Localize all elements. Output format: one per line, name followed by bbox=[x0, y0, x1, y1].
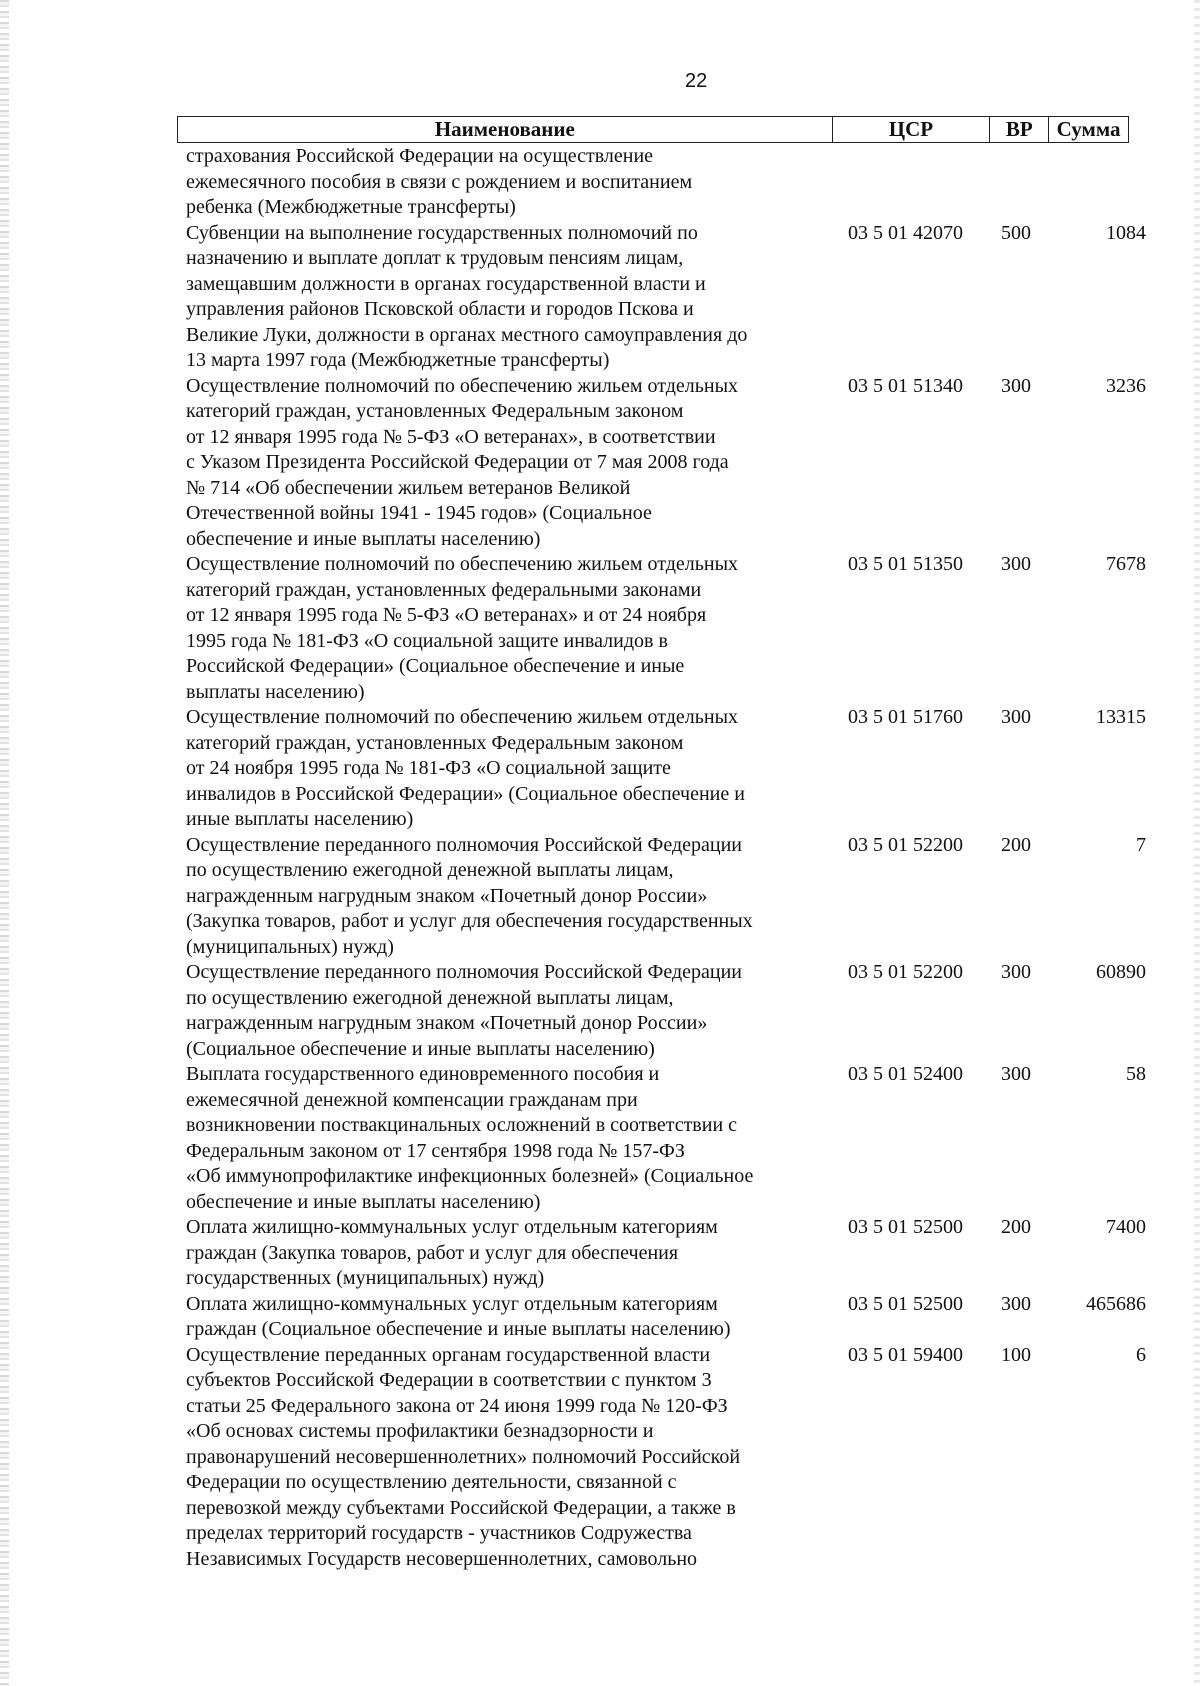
row-csr bbox=[846, 144, 1001, 221]
row-name: страхования Российской Федерации на осуществление ежемесячного пособия в связи с рождением и воспитанием ребенка (Межбюджетные трансферты) bbox=[186, 145, 693, 218]
row-csr: 03 5 01 59400 bbox=[848, 1343, 963, 1366]
row-sum: 3236 bbox=[1106, 374, 1146, 397]
row-sum: 7 bbox=[1136, 833, 1146, 856]
page-number: 22 bbox=[685, 70, 708, 92]
row-name: Осуществление переданных органам государственной власти субъектов Российской Федерации в соответствии с пунктом 3 статьи 25 Федерального закона от 24 июня 1999 года № 120-ФЗ «Об основах системы профилактики безнадзорности и правонарушений несовершеннолетних» полномочий Российской Федерации по осуществлению деятельности, связанной с перевозкой между субъектами Российской Федерации, а также в пределах территорий государств - участников Содружества Независимых Государств несовершеннолетних, самовольно bbox=[186, 1343, 741, 1570]
row-csr: 03 5 01 51350 bbox=[848, 553, 963, 575]
table-row bbox=[186, 1343, 1146, 1573]
row-name: Осуществление полномочий по обеспечению жильем отдельных категорий граждан, установленных Федеральным законом от 24 ноября 1995 года № 181-ФЗ «О социальной защите инвалидов в Российской Федерации» (Социальное обеспечение и иные выплаты населению) bbox=[186, 706, 745, 830]
row-name: Осуществление переданного полномочия Российской Федерации по осуществлению ежегодной денежной выплаты лицам, награжденным нагрудным знаком «Почетный донор России» (Социальное обеспечение и иные выплаты населению) bbox=[186, 961, 742, 1060]
table-row bbox=[186, 833, 1146, 961]
header-vr: ВР bbox=[990, 117, 1049, 142]
row-name: Осуществление полномочий по обеспечению жильем отдельных категорий граждан, установленных Федеральным законом от 12 января 1995 года № 5-ФЗ «О ветеранах», в соответствии с Указом Президента Российской Федерации от 7 мая 2008 года № 714 «Об обеспечении жильем ветеранов Великой Отечественной войны 1941 - 1945 годов» (Социальное обеспечение и иные выплаты населению) bbox=[186, 374, 739, 550]
row-vr: 300 bbox=[1001, 706, 1031, 728]
row-name: Субвенции на выполнение государственных полномочий по назначению и выплате доплат к трудовым пенсиям лицам, замещавшим должности в органах государственной власти и управления районов Псковской области и городов Пскова и Великие Луки, должности в органах местного самоуправления до 13 марта 1997 года (Межбюджетные трансферты) bbox=[186, 221, 748, 371]
row-csr: 03 5 01 52200 bbox=[848, 961, 963, 983]
row-name: Оплата жилищно-коммунальных услуг отдельным категориям граждан (Закупка товаров, работ и услуг для обеспечения государственных (муниципальных) нужд) bbox=[186, 1216, 718, 1289]
table-row bbox=[186, 705, 1146, 833]
row-csr: 03 5 01 52400 bbox=[848, 1063, 963, 1085]
row-csr: 03 5 01 51340 bbox=[848, 374, 963, 397]
row-vr: 200 bbox=[1001, 1216, 1031, 1238]
scan-edge-right bbox=[1194, 0, 1200, 1686]
row-sum: 6 bbox=[1136, 1343, 1146, 1366]
header-csr: ЦСР bbox=[833, 117, 991, 142]
row-csr: 03 5 01 51760 bbox=[848, 706, 963, 728]
table-row bbox=[186, 221, 1146, 374]
row-sum: 7400 bbox=[1106, 1216, 1146, 1238]
row-sum: 13315 bbox=[1096, 706, 1146, 728]
table-row bbox=[186, 1292, 1146, 1343]
table-header bbox=[177, 116, 1129, 143]
scan-edge-left bbox=[0, 0, 9, 1686]
row-vr: 200 bbox=[1001, 833, 1031, 856]
row-sum: 465686 bbox=[1086, 1292, 1146, 1315]
table-row bbox=[186, 1215, 1146, 1292]
row-vr: 300 bbox=[1001, 374, 1031, 397]
row-sum: 58 bbox=[1126, 1063, 1146, 1085]
row-name: Осуществление полномочий по обеспечению жильем отдельных категорий граждан, установленных федеральными законами от 12 января 1995 года № 5-ФЗ «О ветеранах» и от 24 ноября 1995 года № 181-ФЗ «О социальной защите инвалидов в Российской Федерации» (Социальное обеспечение и иные выплаты населению) bbox=[186, 553, 739, 703]
table-row bbox=[186, 1062, 1146, 1215]
row-sum: 60890 bbox=[1096, 961, 1146, 983]
table-row bbox=[186, 552, 1146, 705]
row-name: Оплата жилищно-коммунальных услуг отдельным категориям граждан (Социальное обеспечение и иные выплаты населению) bbox=[186, 1292, 731, 1340]
table-row bbox=[186, 374, 1146, 553]
table-row bbox=[186, 960, 1146, 1062]
row-sum: 7678 bbox=[1106, 553, 1146, 575]
row-vr: 100 bbox=[1001, 1343, 1031, 1366]
row-csr: 03 5 01 52500 bbox=[848, 1216, 963, 1238]
row-csr: 03 5 01 52500 bbox=[848, 1292, 963, 1315]
header-name: Наименование bbox=[178, 117, 833, 142]
row-csr: 03 5 01 42070 bbox=[848, 221, 963, 244]
row-sum: 1084 bbox=[1106, 221, 1146, 244]
row-vr: 300 bbox=[1001, 961, 1031, 983]
table-body bbox=[186, 144, 1146, 1572]
row-csr: 03 5 01 52200 bbox=[848, 833, 963, 856]
row-name: Осуществление переданного полномочия Российской Федерации по осуществлению ежегодной денежной выплаты лицам, награжденным нагрудным знаком «Почетный донор России» (Закупка товаров, работ и услуг для обеспечения государственных (муниципальных) нужд) bbox=[186, 833, 753, 958]
row-vr: 300 bbox=[1001, 1292, 1031, 1315]
row-name: Выплата государственного единовременного пособия и ежемесячной денежной компенсации гражданам при возникновении поствакцинальных осложнений в соответствии с Федеральным законом от 17 сентября 1998 года № 157-ФЗ «Об иммунопрофилактике инфекционных болезней» (Социальное обеспечение и иные выплаты населению) bbox=[186, 1063, 754, 1213]
table-row bbox=[186, 144, 1146, 221]
row-vr: 300 bbox=[1001, 553, 1031, 575]
row-vr bbox=[1001, 144, 1056, 221]
row-vr: 500 bbox=[1001, 221, 1031, 244]
row-sum bbox=[1056, 144, 1146, 221]
row-vr: 300 bbox=[1001, 1063, 1031, 1085]
header-sum: Сумма bbox=[1056, 117, 1121, 141]
